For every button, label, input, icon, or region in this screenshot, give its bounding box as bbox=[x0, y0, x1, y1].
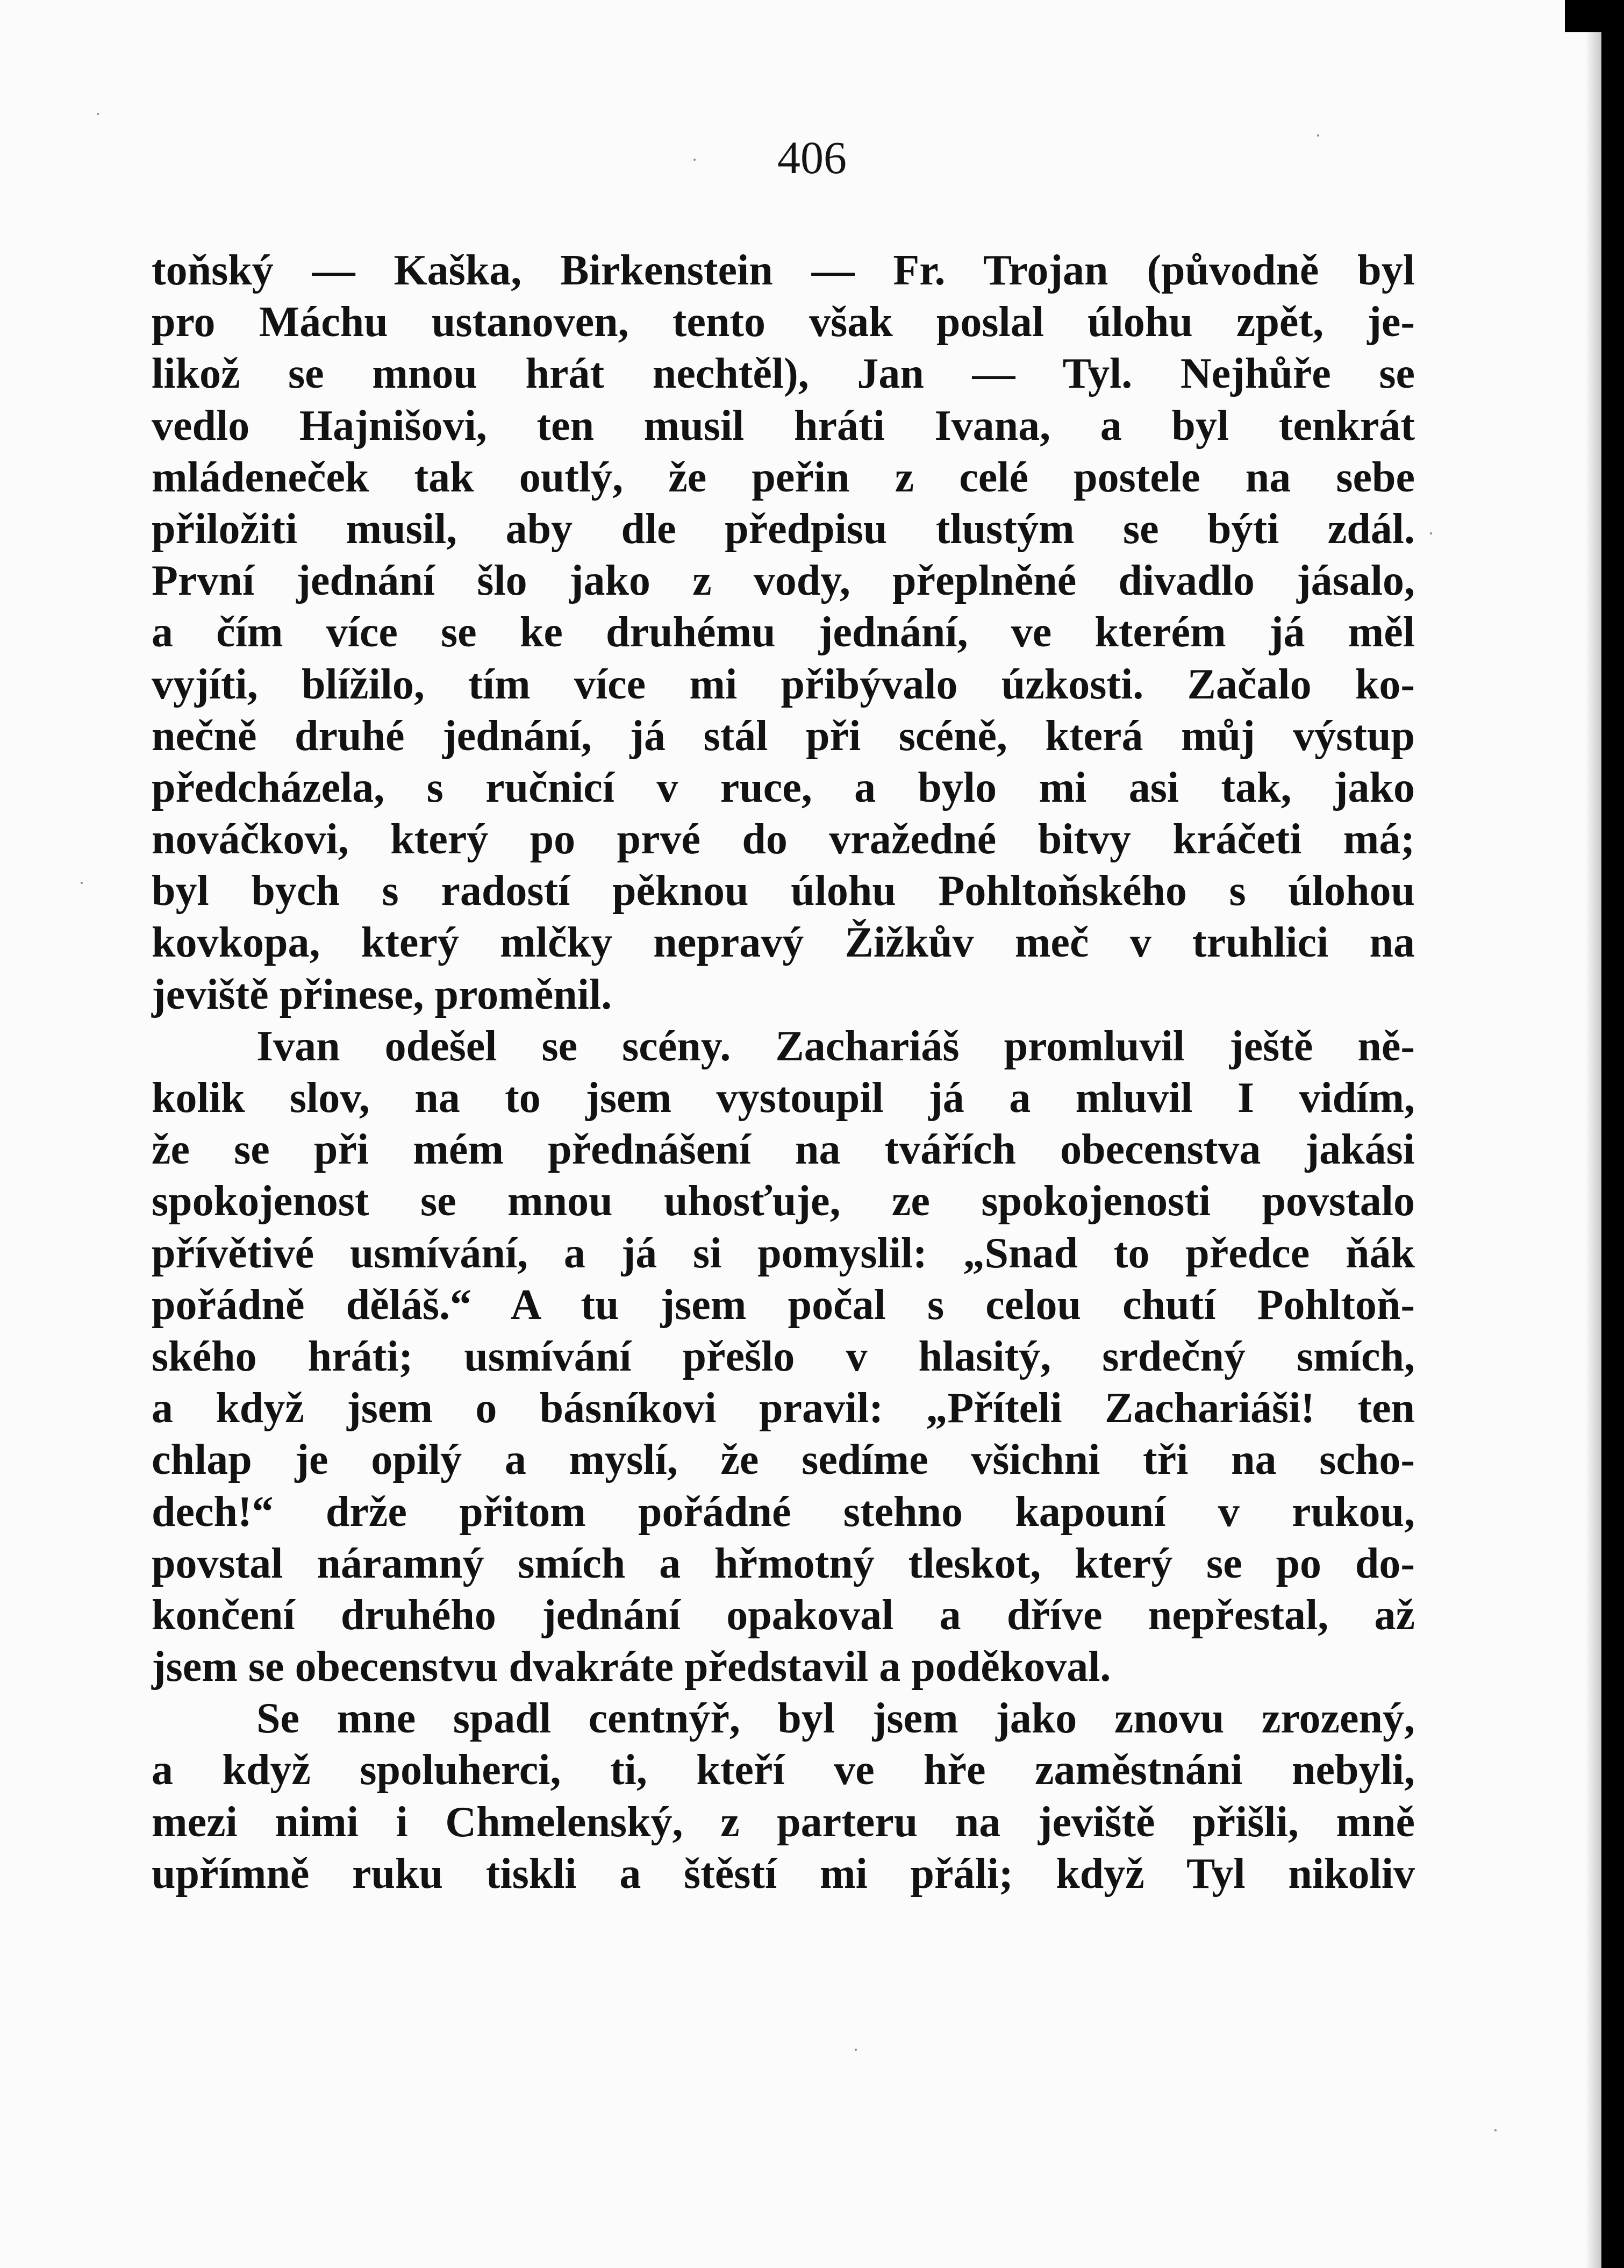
text-line: dech!“ drže přitom pořádné stehno kapouní v rukou, bbox=[152, 1488, 1415, 1536]
text-line: nováčkovi, který po prvé do vražedné bitvy kráčeti má; bbox=[152, 816, 1415, 864]
text-line: předcházela, s ručnicí v ruce, a bylo mi asi tak, jako bbox=[152, 764, 1415, 811]
text-line: vyjíti, blížilo, tím více mi přibývalo úzkosti. Začalo ko- bbox=[152, 660, 1415, 708]
scan-speck bbox=[81, 882, 83, 884]
scan-speck bbox=[97, 113, 99, 115]
text-line: ského hráti; usmívání přešlo v hlasitý, srdečný smích, bbox=[152, 1332, 1415, 1380]
text-line: přiložiti musil, aby dle předpisu tlustým se býti zdál. bbox=[152, 505, 1415, 553]
text-line: nečně druhé jednání, já stál při scéně, která můj výstup bbox=[152, 712, 1415, 760]
page-edge-shadow bbox=[1585, 0, 1601, 2268]
text-line: byl bych s radostí pěknou úlohu Pohltoňského s úlohou bbox=[152, 867, 1415, 915]
text-line: chlap je opilý a myslí, že sedíme všichni tři na scho- bbox=[152, 1436, 1415, 1484]
text-line: kovkopa, který mlčky nepravý Žižkův meč v truhlici na bbox=[152, 919, 1415, 967]
scan-speck bbox=[855, 2049, 857, 2051]
text-line: přívětivé usmívání, a já si pomyslil: „Snad to předce ňák bbox=[152, 1229, 1415, 1277]
scan-speck bbox=[1494, 2129, 1497, 2131]
text-line: že se při mém přednášení na tvářích obecenstva jakási bbox=[152, 1126, 1415, 1174]
text-line: končení druhého jednání opakoval a dříve nepřestal, až bbox=[152, 1591, 1415, 1639]
text-line: pořádně děláš.“ A tu jsem počal s celou chutí Pohltoň- bbox=[152, 1281, 1415, 1329]
page-number: 406 bbox=[777, 132, 847, 183]
text-line: likož se mnou hrát nechtěl), Jan — Tyl. Nejhůře se bbox=[152, 350, 1415, 398]
scan-border-right bbox=[1601, 0, 1624, 2268]
text-line: a čím více se ke druhému jednání, ve kterém já měl bbox=[152, 609, 1415, 657]
paragraph-end-line: jsem se obecenstvu dvakráte představil a poděkoval. bbox=[152, 1643, 1111, 1691]
text-line: a když spoluherci, ti, kteří ve hře zaměstnáni nebyli, bbox=[152, 1746, 1415, 1794]
text-line: vedlo Hajnišovi, ten musil hráti Ivana, a byl tenkrát bbox=[152, 402, 1415, 450]
paragraph-start-line: Se mne spadl centnýř, byl jsem jako znovu zrozený, bbox=[256, 1695, 1415, 1743]
text-line: pro Máchu ustanoven, tento však poslal úlohu zpět, je- bbox=[152, 298, 1415, 346]
text-line: toňský — Kaška, Birkenstein — Fr. Trojan (původně byl bbox=[152, 247, 1415, 294]
text-line: mládeneček tak outlý, že peřin z celé postele na sebe bbox=[152, 453, 1415, 501]
text-line: spokojenost se mnou uhosťuje, ze spokojenosti povstalo bbox=[152, 1178, 1415, 1225]
body-text bbox=[152, 245, 1415, 1900]
text-line: První jednání šlo jako z vody, přeplněné divadlo jásalo, bbox=[152, 557, 1415, 605]
text-line: a když jsem o básníkovi pravil: „Příteli Zachariáši! ten bbox=[152, 1385, 1415, 1432]
scan-border-corner bbox=[1565, 0, 1624, 32]
text-line: mezi nimi i Chmelenský, z parteru na jeviště přišli, mně bbox=[152, 1798, 1415, 1846]
paragraph-start-line: Ivan odešel se scény. Zachariáš promluvil ještě ně- bbox=[256, 1022, 1415, 1070]
text-line: kolik slov, na to jsem vystoupil já a mluvil I vidím, bbox=[152, 1074, 1415, 1122]
text-line: upřímně ruku tiskli a štěstí mi přáli; když Tyl nikoliv bbox=[152, 1850, 1415, 1898]
paragraph-end-line: jeviště přinese, proměnil. bbox=[152, 971, 612, 1018]
text-line: povstal náramný smích a hřmotný tleskot, který se po do- bbox=[152, 1539, 1415, 1587]
scan-speck bbox=[1430, 532, 1432, 534]
